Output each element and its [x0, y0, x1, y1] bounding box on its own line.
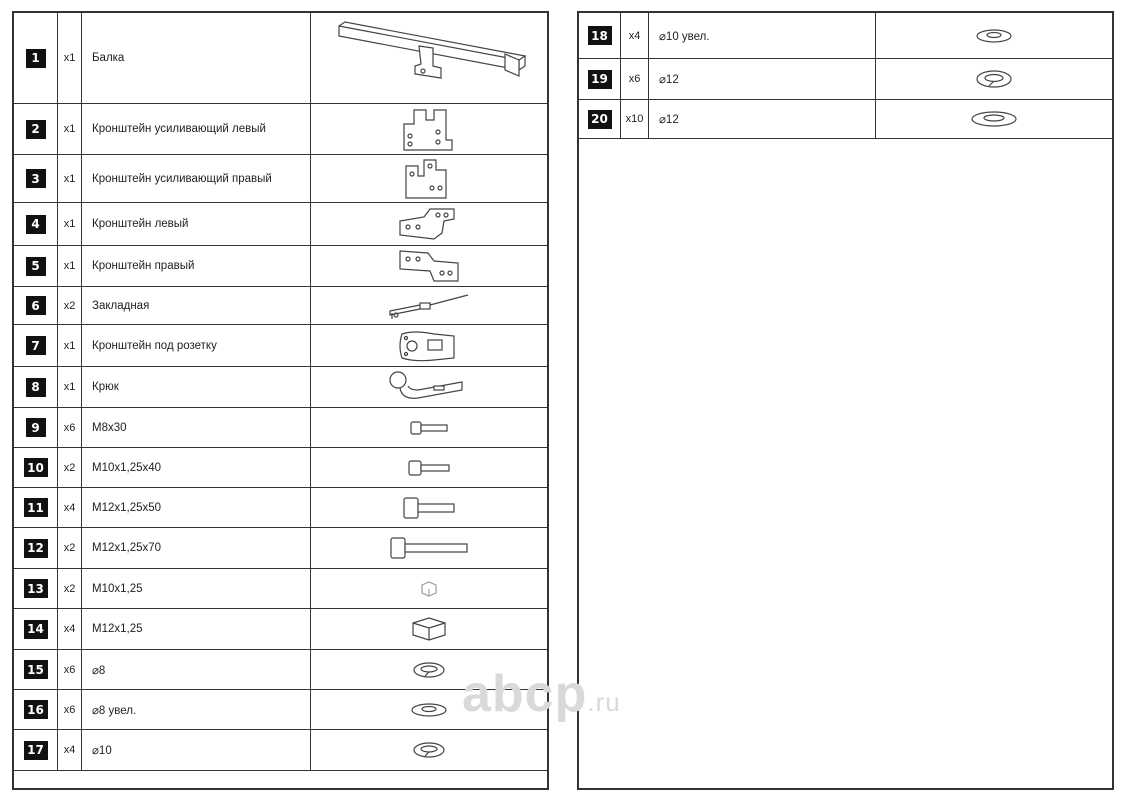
table-row: [579, 59, 1112, 100]
item-quantity: x4: [58, 488, 82, 527]
item-number-badge: 15: [24, 660, 48, 679]
item-number-badge: 18: [588, 26, 612, 45]
item-number-badge: 10: [24, 458, 48, 477]
item-number-badge: 7: [26, 336, 46, 355]
item-name: Крюк: [82, 367, 311, 407]
item-name: Закладная: [82, 287, 311, 324]
item-name: Кронштейн левый: [82, 203, 311, 245]
item-name: Кронштейн правый: [82, 246, 311, 286]
item-quantity: x6: [621, 59, 649, 99]
flat-washer-icon: [974, 27, 1014, 45]
item-name: M12x1,25x70: [82, 528, 311, 568]
table-row: [14, 448, 547, 488]
bolt-icon: [402, 496, 456, 520]
item-number-badge: 3: [26, 169, 46, 188]
flat-washer-icon: [409, 701, 449, 719]
nut-icon: [411, 616, 447, 642]
item-quantity: x1: [58, 13, 82, 103]
table-row: [14, 408, 547, 448]
table-row: [14, 488, 547, 528]
item-quantity: x2: [58, 569, 82, 608]
table-row: [14, 155, 547, 203]
table-row: [14, 246, 547, 287]
item-name: ⌀12: [649, 59, 876, 99]
table-row: [14, 13, 547, 104]
watermark: abcp.ru: [462, 665, 621, 723]
hook-icon: [384, 368, 474, 406]
embedded-plate-icon: [384, 291, 474, 321]
item-number-badge: 17: [24, 741, 48, 760]
item-number-badge: 16: [24, 700, 48, 719]
table-row: [14, 287, 547, 325]
item-quantity: x6: [58, 690, 82, 729]
item-number-badge: 12: [24, 539, 48, 558]
item-quantity: x1: [58, 155, 82, 202]
item-quantity: x10: [621, 100, 649, 138]
item-number-badge: 19: [588, 70, 612, 89]
item-quantity: x1: [58, 104, 82, 154]
item-number-badge: 5: [26, 257, 46, 276]
beam-icon: [329, 18, 529, 98]
table-row: [14, 367, 547, 408]
spring-washer-icon: [974, 68, 1014, 90]
item-quantity: x2: [58, 448, 82, 487]
item-quantity: x2: [58, 287, 82, 324]
table-row: [579, 100, 1112, 139]
watermark-suffix: .ru: [587, 687, 621, 717]
item-name: ⌀12: [649, 100, 876, 138]
item-name: M10x1,25: [82, 569, 311, 608]
table-row: [14, 203, 547, 246]
item-quantity: x1: [58, 325, 82, 366]
item-quantity: x4: [58, 730, 82, 770]
item-name: Балка: [82, 13, 311, 103]
table-row: [14, 569, 547, 609]
item-number-badge: 6: [26, 296, 46, 315]
table-row: [14, 528, 547, 569]
nut-icon: [419, 580, 439, 598]
item-name: Кронштейн усиливающий правый: [82, 155, 311, 202]
item-quantity: x1: [58, 203, 82, 245]
item-quantity: x4: [58, 609, 82, 649]
item-name: ⌀10: [82, 730, 311, 770]
item-number-badge: 13: [24, 579, 48, 598]
spring-washer-icon: [411, 740, 447, 760]
bolt-icon: [389, 536, 469, 560]
bracket-icon: [394, 106, 464, 152]
item-number-badge: 9: [26, 418, 46, 437]
item-name: M12x1,25: [82, 609, 311, 649]
bolt-icon: [407, 458, 451, 478]
item-name: ⌀8: [82, 650, 311, 689]
table-row: [579, 13, 1112, 59]
item-number-badge: 14: [24, 620, 48, 639]
item-name: Кронштейн под розетку: [82, 325, 311, 366]
item-number-badge: 11: [24, 498, 48, 517]
item-quantity: x1: [58, 367, 82, 407]
item-number-badge: 4: [26, 215, 46, 234]
item-number-badge: 2: [26, 120, 46, 139]
item-name: ⌀8 увел.: [82, 690, 311, 729]
item-quantity: x4: [621, 13, 649, 58]
item-name: M12x1,25x50: [82, 488, 311, 527]
item-name: ⌀10 увел.: [649, 13, 876, 58]
table-row: [14, 730, 547, 771]
item-number-badge: 8: [26, 378, 46, 397]
table-row: [14, 325, 547, 367]
spring-washer-icon: [411, 660, 447, 680]
item-quantity: x1: [58, 246, 82, 286]
table-row: [14, 104, 547, 155]
bracket-icon: [394, 247, 464, 285]
item-name: Кронштейн усиливающий левый: [82, 104, 311, 154]
bracket-icon: [394, 158, 464, 200]
item-quantity: x6: [58, 408, 82, 447]
parts-table-right: [577, 11, 1114, 790]
item-quantity: x2: [58, 528, 82, 568]
item-number-badge: 1: [26, 49, 46, 68]
item-number-badge: 20: [588, 110, 612, 129]
bolt-icon: [409, 419, 449, 437]
table-row: [14, 609, 547, 650]
item-name: M8x30: [82, 408, 311, 447]
socket-bracket-icon: [394, 328, 464, 364]
item-name: M10x1,25x40: [82, 448, 311, 487]
flat-washer-icon: [969, 109, 1019, 129]
bracket-icon: [394, 205, 464, 243]
item-quantity: x6: [58, 650, 82, 689]
